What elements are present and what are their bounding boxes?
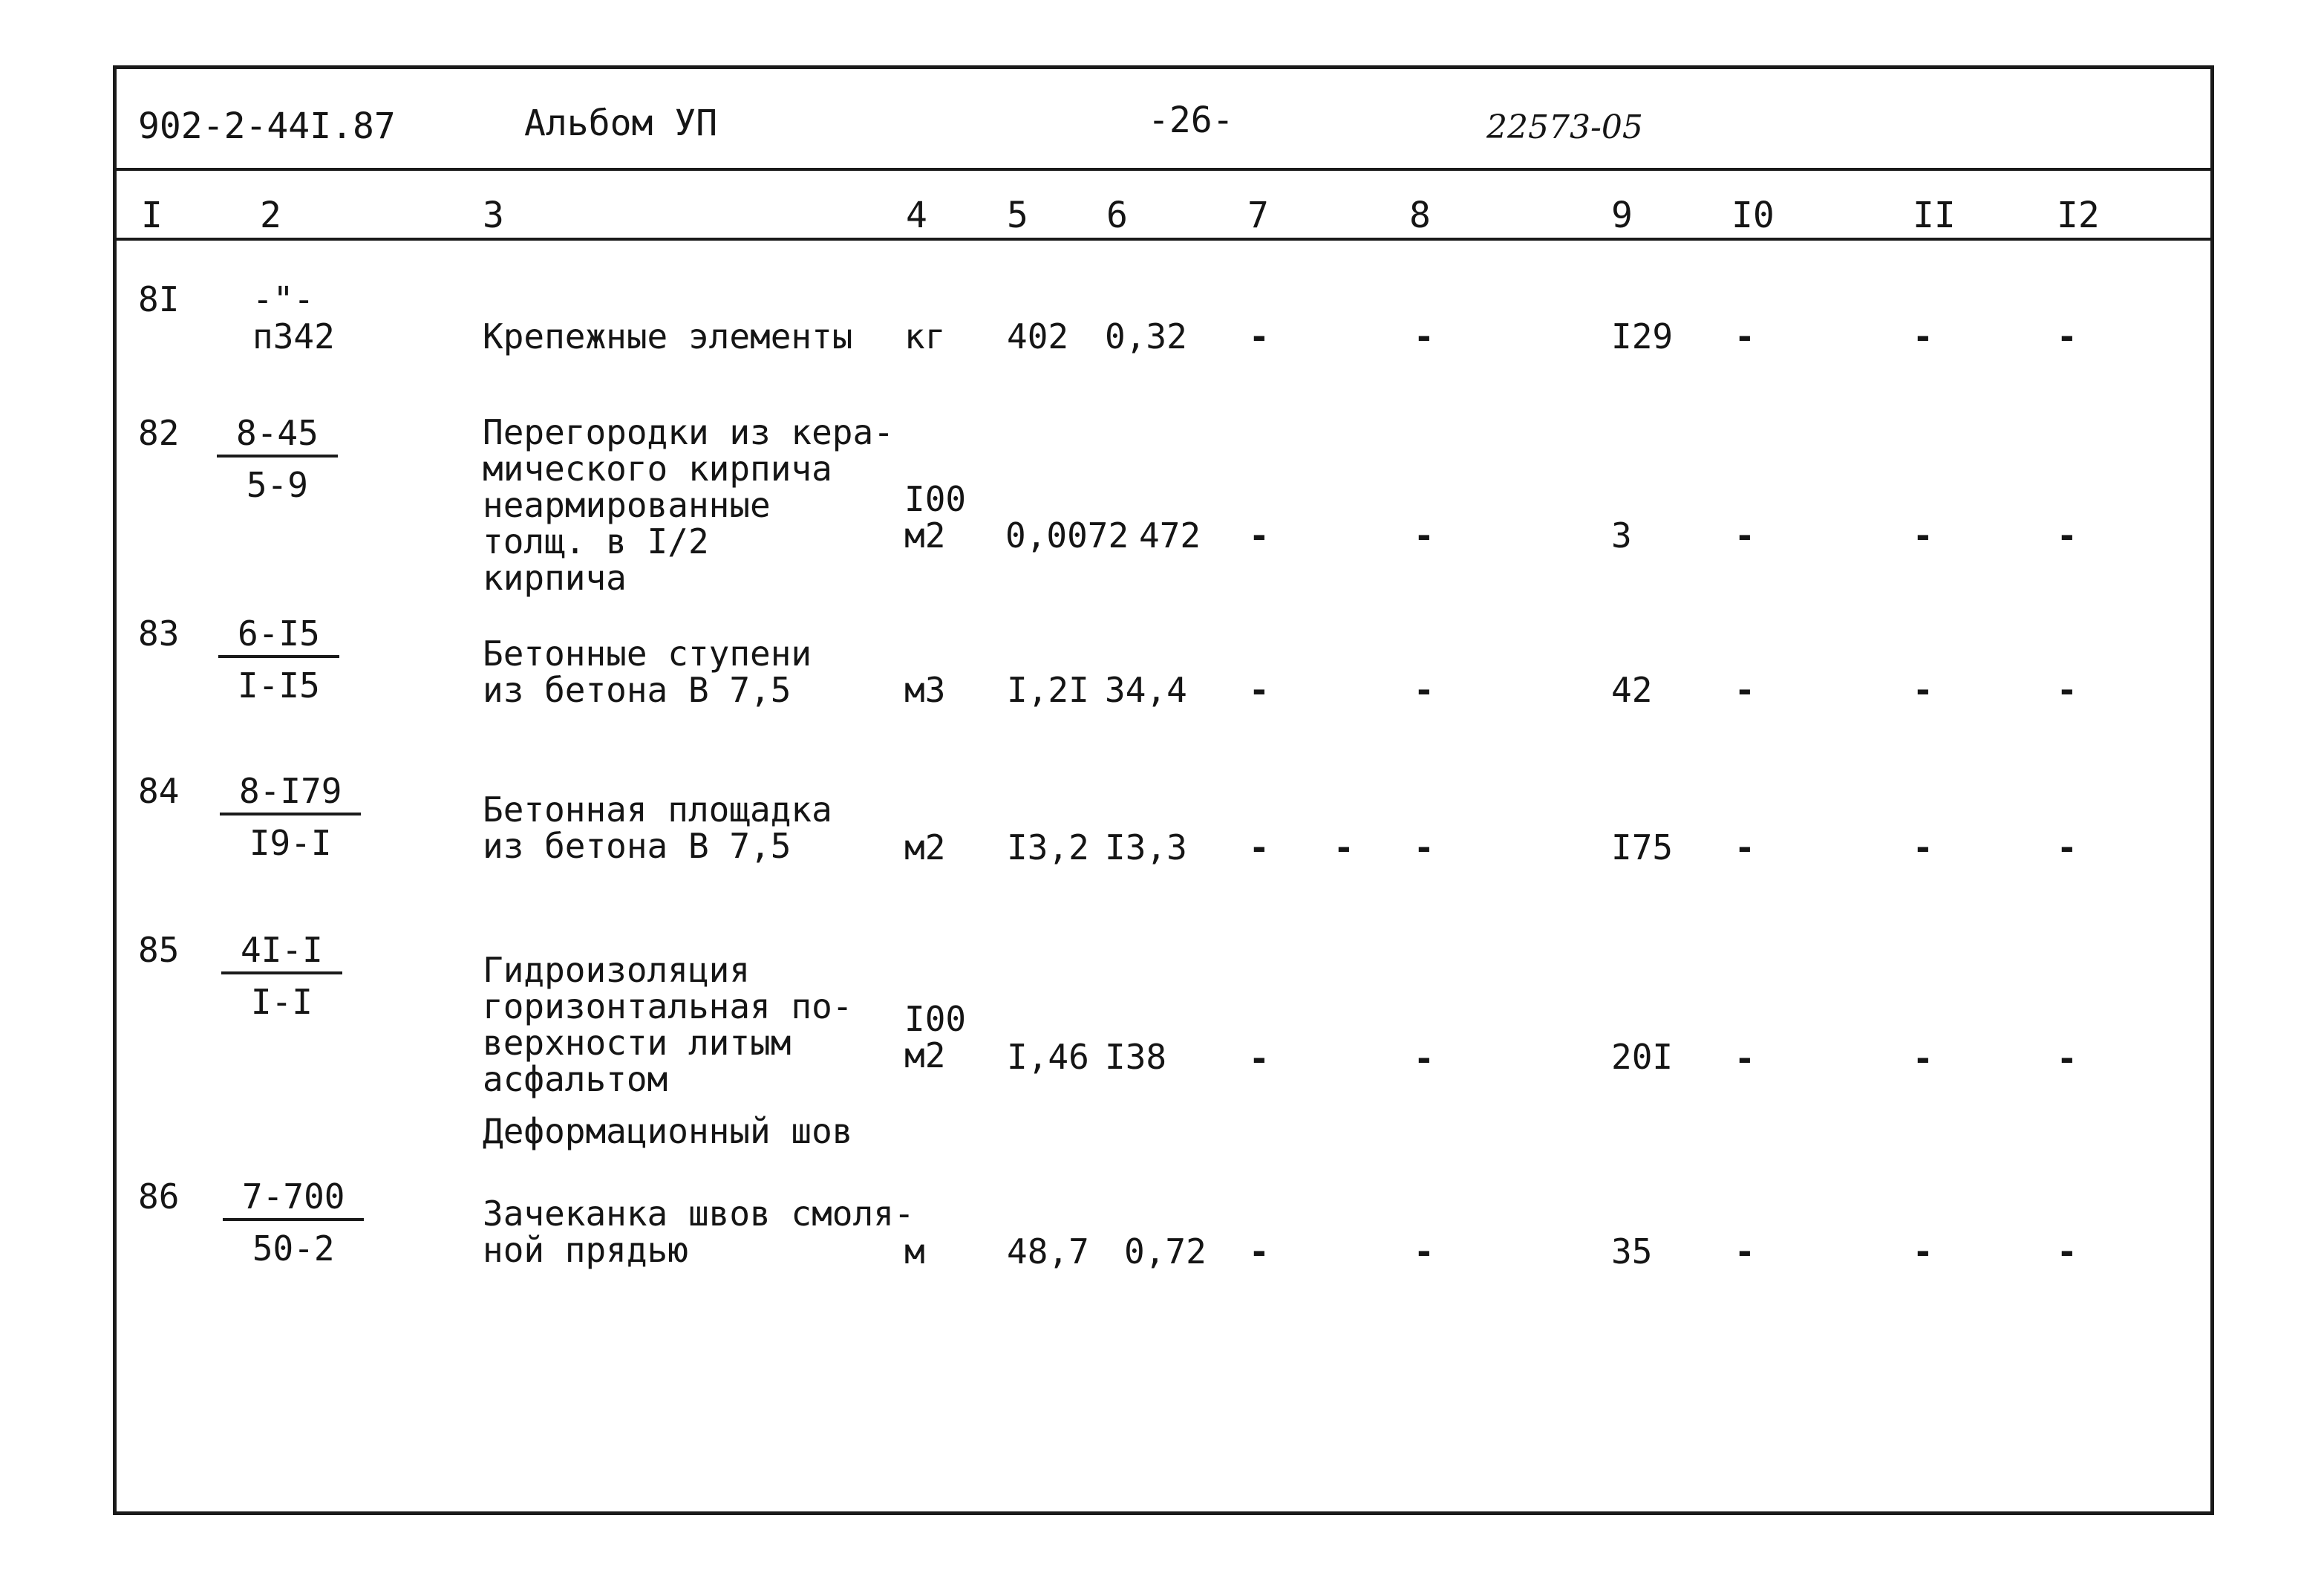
col10-value: - (1734, 1231, 1755, 1272)
col11-value: - (1913, 1038, 1933, 1078)
col5-value: 48,7 (1007, 1231, 1089, 1272)
col-header-1: I (141, 195, 163, 236)
col9-value: I75 (1611, 827, 1674, 867)
col10-value: - (1734, 316, 1755, 357)
resource-code-top: 4I-I (221, 933, 342, 974)
row-number: 85 (138, 930, 180, 970)
col11-value: - (1913, 515, 1933, 556)
col-header-4: 4 (906, 195, 927, 236)
resource-code (220, 771, 361, 863)
col-header-6: 6 (1106, 195, 1128, 236)
column-header-divider (113, 238, 2214, 241)
resource-code-top: 8-45 (217, 416, 338, 458)
unit: м2 (904, 827, 946, 867)
col8-value: - (1414, 316, 1434, 357)
row-number: 8I (138, 279, 180, 319)
item-name: Перегородки из кера- мического кирпича неармированные толщ. в I/2 кирпича (483, 412, 894, 598)
item-name: Гидроизоляция горизонтальная по- верхности литым асфальтом (483, 950, 853, 1099)
col11-value: - (1913, 827, 1933, 867)
col10-value: - (1734, 670, 1755, 710)
col9-value: 3 (1611, 515, 1632, 556)
col12-value: - (2057, 1231, 2077, 1272)
doc-code: 902-2-44I.87 (138, 105, 396, 147)
col9-value: 20I (1611, 1037, 1674, 1077)
col5-value: 0,0072 (1005, 515, 1129, 556)
resource-code (223, 1176, 364, 1269)
col6-value: 472 (1139, 515, 1201, 556)
col7-value: - (1249, 1231, 1270, 1272)
row-number: 84 (138, 771, 180, 811)
item-name: Бетонные ступени из бетона В 7,5 (483, 634, 812, 710)
col9-value: 42 (1611, 670, 1653, 710)
col5-value: I,2I (1007, 670, 1089, 710)
item-name: Зачеканка швов смоля- ной прядью (483, 1194, 915, 1270)
col7-value: - (1249, 670, 1270, 710)
col7-value: - (1249, 827, 1270, 867)
resource-code-bottom: I-I (250, 982, 313, 1022)
reference-number: 22573-05 (1486, 108, 1643, 146)
header-divider (113, 168, 2214, 171)
col12-value: - (2057, 1038, 2077, 1078)
resource-code-bottom: п342 (252, 316, 335, 357)
resource-code-top: -"- (252, 279, 315, 319)
unit: I00 м2 (904, 999, 967, 1075)
resource-code-bottom: 50-2 (252, 1228, 335, 1269)
col5-value: I,46 (1007, 1037, 1089, 1077)
col-header-9: 9 (1611, 195, 1633, 236)
col5-value: 402 (1007, 316, 1069, 357)
resource-code-top: 8-I79 (220, 774, 361, 815)
unit: кг (904, 316, 946, 357)
row-number: 86 (138, 1176, 180, 1217)
col-header-12: I2 (2057, 195, 2100, 236)
col-header-11: II (1913, 195, 1956, 236)
col7-value: - (1249, 515, 1270, 556)
item-name: Крепежные элементы (483, 316, 853, 357)
col-header-7: 7 (1247, 195, 1269, 236)
item-name: Бетонная площадка из бетона В 7,5 (483, 790, 832, 866)
row-number: 83 (138, 613, 180, 654)
col12-value: - (2057, 670, 2077, 710)
col11-value: - (1913, 1231, 1933, 1272)
col11-value: - (1913, 670, 1933, 710)
col7-value: - (1249, 316, 1270, 357)
resource-code (217, 413, 338, 505)
col9-value: I29 (1611, 316, 1674, 357)
col-header-2: 2 (260, 195, 281, 236)
col7b-value: - (1334, 827, 1354, 867)
unit: м (904, 1231, 925, 1272)
col-header-5: 5 (1007, 195, 1028, 236)
resource-code-top: 7-700 (223, 1179, 364, 1221)
album-title: Альбом УП (524, 102, 718, 144)
col5-value: I3,2 (1007, 827, 1089, 867)
unit: I00 м2 (904, 479, 967, 556)
resource-code (221, 930, 342, 1022)
col6-value: 0,72 (1124, 1231, 1207, 1272)
col7-value: - (1249, 1038, 1270, 1078)
col6-value: I3,3 (1105, 827, 1187, 867)
col11-value: - (1913, 316, 1933, 357)
col-header-8: 8 (1409, 195, 1431, 236)
col12-value: - (2057, 316, 2077, 357)
col8-value: - (1414, 1231, 1434, 1272)
resource-code-bottom: 5-9 (246, 465, 308, 505)
page-frame (113, 65, 2214, 1515)
col10-value: - (1734, 515, 1755, 556)
resource-code-top: 6-I5 (218, 616, 339, 658)
col8-value: - (1414, 827, 1434, 867)
col8-value: - (1414, 1038, 1434, 1078)
col8-value: - (1414, 670, 1434, 710)
resource-code-bottom: I9-I (249, 823, 332, 863)
col12-value: - (2057, 827, 2077, 867)
resource-code-bottom: I-I5 (238, 665, 320, 706)
col9-value: 35 (1611, 1231, 1653, 1272)
col6-value: 0,32 (1105, 316, 1187, 357)
section-title: Деформационный шов (483, 1111, 853, 1151)
unit: м3 (904, 670, 946, 710)
col8-value: - (1414, 515, 1434, 556)
col-header-3: 3 (483, 195, 504, 236)
col-header-10: I0 (1731, 195, 1775, 236)
row-number: 82 (138, 413, 180, 453)
col10-value: - (1734, 827, 1755, 867)
page-number: -26- (1148, 100, 1234, 141)
col6-value: I38 (1105, 1037, 1167, 1077)
resource-code (218, 613, 339, 706)
col6-value: 34,4 (1105, 670, 1187, 710)
col12-value: - (2057, 515, 2077, 556)
col10-value: - (1734, 1038, 1755, 1078)
